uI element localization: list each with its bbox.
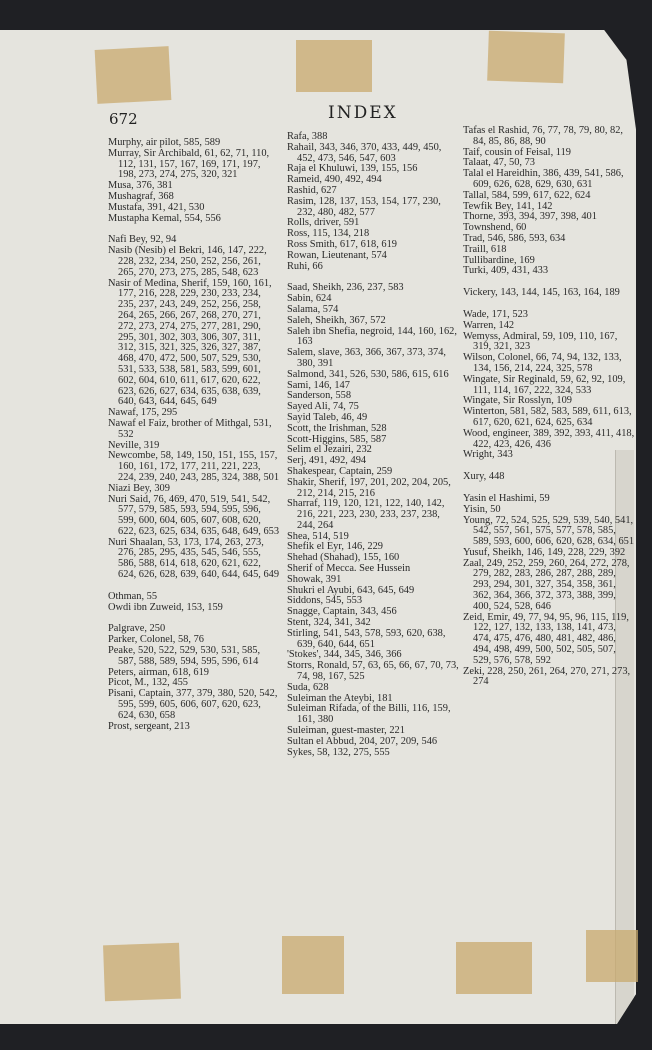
index-entry: Nawaf, 175, 295	[108, 407, 178, 419]
index-entry: Prost, sergeant, 213	[108, 720, 190, 732]
index-entry: Palgrave, 250	[108, 623, 166, 635]
index-entry: Rasim, 128, 137, 153, 154, 177, 230, 232, 480, 482, 577	[287, 195, 441, 218]
index-entry: Storrs, Ronald, 57, 63, 65, 66, 67, 70, 73, 74, 98, 167, 525	[287, 660, 459, 683]
index-entry: Peake, 520, 522, 529, 530, 531, 585, 587, 588, 589, 594, 595, 596, 614	[108, 645, 261, 667]
tape-strip	[282, 936, 344, 994]
index-entry: Wright, 343	[463, 449, 513, 461]
tape-strip	[103, 943, 181, 1002]
index-entry: Ross, 115, 134, 218	[287, 228, 370, 240]
index-entry: Nasib (Nesib) el Bekri, 146, 147, 222, 228, 232, 234, 250, 252, 256, 261, 265, 270, 273, 275, 285, 548, 623	[108, 245, 267, 278]
index-entry: Saleh, Sheikh, 367, 572	[287, 314, 386, 326]
index-entry: Salama, 574	[287, 303, 339, 315]
index-entry: Nafi Bey, 92, 94	[108, 234, 177, 246]
index-entry: Yasin el Hashimi, 59	[463, 492, 550, 504]
index-entry: Young, 72, 524, 525, 529, 539, 540, 541, 542, 557, 561, 575, 577, 578, 585, 589, 593, 600, 606, 620, 628, 634, 651	[463, 514, 635, 548]
index-entry: Taif, cousin of Feisal, 119	[463, 146, 571, 158]
index-entry: Serj, 491, 492, 494	[287, 455, 367, 467]
index-heading: INDEX	[328, 103, 398, 123]
index-entry: Mustapha Kemal, 554, 556	[108, 212, 221, 224]
index-entry: Yisin, 50	[463, 503, 501, 515]
index-entry: Nasir of Medina, Sherif, 159, 160, 161, 177, 216, 228, 229, 230, 233, 234, 235, 237, 243, 249, 252, 256, 258, 264, 265, 266, 267, 268, 270, 271, 272, 273, 274, 275, 277, 281, 290, 295, 301, 302, 303, 306, 307, 311, 312, 315, 321, 325, 326, 327, 387, 468, 470, 472, 500, 507, 529, 530, 531, 533, 538, 581, 583, 599, 601, 602, 604, 610, 611, 617, 620, 622, 623, 626, 627, 634, 635, 638, 639, 640, 643, 644, 645, 649	[108, 277, 272, 408]
index-entry: Tafas el Rashid, 76, 77, 78, 79, 80, 82, 84, 85, 86, 88, 90	[463, 125, 624, 147]
index-entry: Shukri el Ayubi, 643, 645, 649	[287, 584, 415, 596]
index-entry: Selim el Jezairi, 232	[287, 444, 372, 456]
page-number: 672	[109, 110, 138, 128]
index-entry: Shefik el Eyr, 146, 229	[287, 541, 383, 553]
index-entry: Sanderson, 558	[287, 390, 352, 402]
index-entry: Nawaf el Faiz, brother of Mithgal, 531, 532	[108, 417, 272, 440]
index-entry: Murray, Sir Archibald, 61, 62, 71, 110, 112, 131, 157, 167, 169, 171, 197, 198, 273, 274, 275, 320, 321	[108, 147, 270, 181]
tape-strip	[95, 46, 172, 104]
index-entry: Owdi ibn Zuweid, 153, 159	[108, 601, 223, 613]
index-entry: Tullibardine, 169	[463, 254, 535, 266]
index-entry: Nuri Shaalan, 53, 173, 174, 263, 273, 276, 285, 295, 435, 545, 546, 555, 586, 588, 614, 618, 620, 621, 622, 624, 626, 628, 639, 640, 644, 645, 649	[108, 536, 280, 581]
index-entry: Suda, 628	[287, 681, 329, 693]
index-entry: Warren, 142	[463, 319, 515, 331]
tape-strip	[456, 942, 532, 994]
index-entry: Zeid, Emir, 49, 77, 94, 95, 96, 115, 119, 122, 127, 132, 133, 138, 141, 473, 474, 475, 476, 480, 481, 482, 486, 494, 498, 499, 500, 502, 505, 507, 529, 576, 578, 592	[463, 611, 629, 666]
index-entry: Rameid, 490, 492, 494	[287, 174, 382, 186]
index-entry: Salmond, 341, 526, 530, 586, 615, 616	[287, 368, 449, 380]
index-column-3	[463, 126, 635, 688]
index-entry: Picot, M., 132, 455	[108, 677, 188, 689]
index-entry: Wemyss, Admiral, 59, 109, 110, 167, 319, 321, 323	[463, 330, 618, 353]
index-entry: Rafa, 388	[287, 131, 328, 142]
index-entry: Zeki, 228, 250, 261, 264, 270, 271, 273, 274	[463, 665, 631, 688]
index-entry: Rolls, driver, 591	[287, 217, 360, 229]
index-entry: Thorne, 393, 394, 397, 398, 401	[463, 211, 597, 223]
index-entry: Sabin, 624	[287, 293, 332, 305]
index-entry: Sayed Ali, 74, 75	[287, 401, 359, 413]
index-entry: Wingate, Sir Rosslyn, 109	[463, 395, 572, 407]
index-entry: Mushagraf, 368	[108, 190, 174, 202]
index-entry: Pisani, Captain, 377, 379, 380, 520, 542, 595, 599, 605, 606, 607, 620, 623, 624, 630, 658	[108, 688, 278, 721]
index-entry: Siddons, 545, 553	[287, 595, 363, 607]
tape-strip	[487, 31, 565, 84]
index-entry: Suleiman the Ateybi, 181	[287, 692, 393, 704]
index-entry: Shea, 514, 519	[287, 530, 349, 542]
index-entry: Raja el Khuluwi, 139, 155, 156	[287, 163, 418, 175]
index-entry: Scott, the Irishman, 528	[287, 422, 387, 434]
index-entry: Turki, 409, 431, 433	[463, 265, 549, 277]
index-entry: Rashid, 627	[287, 184, 337, 196]
index-entry: Talal el Hareidhin, 386, 439, 541, 586, 609, 626, 628, 629, 630, 631	[463, 168, 624, 190]
index-entry: Wingate, Sir Reginald, 59, 62, 92, 109, 111, 114, 167, 222, 324, 533	[463, 373, 626, 396]
index-column-1	[108, 138, 280, 732]
index-entry: Traill, 618	[463, 243, 507, 255]
index-entry: Peters, airman, 618, 619	[108, 666, 209, 678]
tape-strip	[586, 930, 638, 982]
index-entry: Sherif of Mecca. See Hussein	[287, 563, 411, 575]
index-entry: Zaal, 249, 252, 259, 260, 264, 272, 278, 279, 282, 283, 286, 287, 288, 289, 293, 294, 301, 327, 354, 358, 361, 362, 364, 366, 372, 373, 388, 399, 400, 524, 528, 646	[463, 557, 630, 612]
index-entry: Murphy, air pilot, 585, 589	[108, 137, 221, 148]
index-entry: Vickery, 143, 144, 145, 163, 164, 189	[463, 287, 620, 299]
index-entry: Salem, slave, 363, 366, 367, 373, 374, 380, 391	[287, 347, 447, 369]
index-entry: Tewfik Bey, 141, 142	[463, 200, 553, 212]
index-entry: Sultan el Abbud, 204, 207, 209, 546	[287, 735, 438, 747]
index-entry: Mustafa, 391, 421, 530	[108, 201, 205, 213]
index-entry: Stirling, 541, 543, 578, 593, 620, 638, 639, 640, 644, 651	[287, 627, 446, 650]
index-entry: Shehad (Shahad), 155, 160	[287, 552, 400, 564]
index-entry: Shakir, Sherif, 197, 201, 202, 204, 205, 212, 214, 215, 216	[287, 476, 451, 499]
index-entry: Wood, engineer, 389, 392, 393, 411, 418, 422, 423, 426, 436	[463, 427, 635, 450]
index-entry: 'Stokes', 344, 345, 346, 366	[287, 649, 402, 661]
index-column-2	[287, 132, 459, 758]
index-entry: Showak, 391	[287, 573, 342, 585]
index-entry: Neville, 319	[108, 439, 160, 451]
index-entry: Townshend, 60	[463, 222, 527, 234]
index-entry: Scott-Higgins, 585, 587	[287, 433, 387, 445]
tape-strip	[296, 40, 372, 92]
index-entry: Trad, 546, 586, 593, 634	[463, 232, 566, 244]
index-entry: Snagge, Captain, 343, 456	[287, 606, 397, 618]
index-entry: Tallal, 584, 599, 617, 622, 624	[463, 189, 591, 201]
index-entry: Wade, 171, 523	[463, 308, 528, 320]
index-entry: Musa, 376, 381	[108, 180, 173, 192]
index-entry: Suleiman Rifada, of the Billi, 116, 159, 161, 380	[287, 703, 451, 726]
index-entry: Sayid Taleb, 46, 49	[287, 411, 368, 423]
index-entry: Saleh ibn Shefia, negroid, 144, 160, 162, 163	[287, 325, 457, 348]
index-entry: Nuri Said, 76, 469, 470, 519, 541, 542, 577, 579, 585, 593, 594, 595, 596, 599, 600, 604, 605, 607, 608, 620, 622, 623, 625, 634, 635, 648, 649, 653	[108, 493, 280, 537]
index-entry: Rowan, Lieutenant, 574	[287, 249, 387, 261]
index-entry: Parker, Colonel, 58, 76	[108, 634, 204, 646]
index-entry: Othman, 55	[108, 590, 158, 602]
index-entry: Sharraf, 119, 120, 121, 122, 140, 142, 216, 221, 223, 230, 233, 237, 238, 244, 264	[287, 498, 445, 531]
index-entry: Ross Smith, 617, 618, 619	[287, 238, 397, 250]
index-entry: Rahail, 343, 346, 370, 433, 449, 450, 452, 473, 546, 547, 603	[287, 141, 442, 164]
index-entry: Sami, 146, 147	[287, 379, 350, 391]
index-entry: Wilson, Colonel, 66, 74, 94, 132, 133, 134, 156, 214, 224, 325, 578	[463, 352, 622, 374]
index-entry: Ruhi, 66	[287, 260, 323, 272]
index-entry: Suleiman, guest-master, 221	[287, 725, 405, 737]
index-entry: Shakespear, Captain, 259	[287, 465, 393, 477]
index-entry: Niazi Bey, 309	[108, 482, 170, 494]
index-entry: Talaat, 47, 50, 73	[463, 157, 535, 169]
index-entry: Sykes, 58, 132, 275, 555	[287, 746, 390, 758]
index-entry: Stent, 324, 341, 342	[287, 617, 371, 629]
index-entry: Xury, 448	[463, 471, 505, 483]
index-entry: Saad, Sheikh, 236, 237, 583	[287, 282, 404, 294]
index-entry: Yusuf, Sheikh, 146, 149, 228, 229, 392	[463, 546, 626, 558]
index-entry: Winterton, 581, 582, 583, 589, 611, 613, 617, 620, 621, 624, 625, 634	[463, 406, 632, 428]
index-entry: Newcombe, 58, 149, 150, 151, 155, 157, 160, 161, 172, 177, 211, 221, 223, 224, 239, 240, 243, 285, 324, 388, 501	[108, 450, 280, 483]
